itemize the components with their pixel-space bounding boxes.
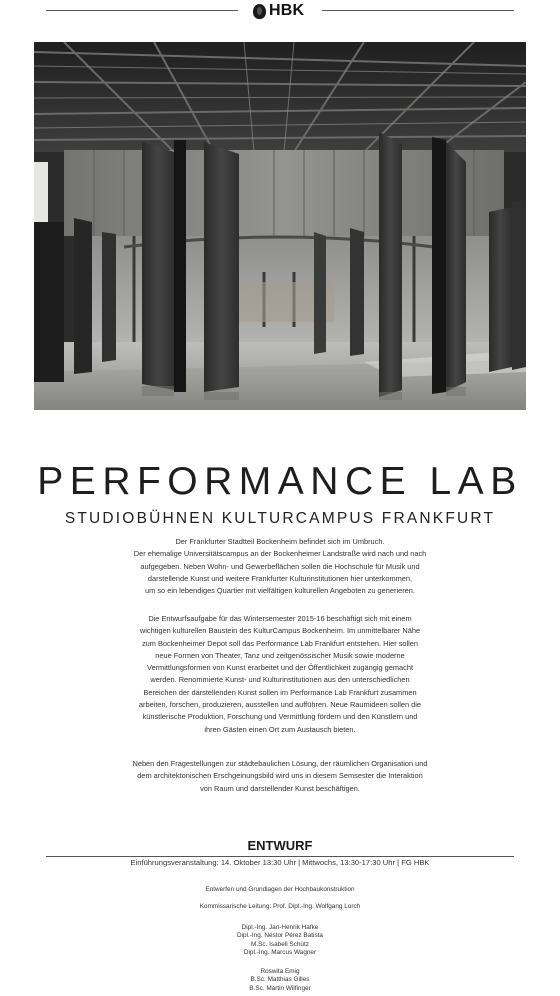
depot-hall-photo [34,42,526,410]
text-line: Bereichen der darstellenden Kunst sollen im Performance Lab Frankfurt zusammen [143,687,417,697]
text-line: neue Formen von Theater, Tanz und zeitgenössischer Musik sowie moderne [155,650,405,660]
text-line: zum Bockenheimer Depot soll das Performance Lab Frankfurt entstehen. Hier sollen [141,638,419,648]
text-line: Der ehemalige Universitätscampus an der Bockenheimer Landstraße wird nach und nach [133,549,427,559]
text-line: ihren Gästen einen Ort zum Austausch bieten. [204,724,356,734]
text-line: darstellende Kunst und weitere Frankfurter Kulturinstitutionen hier unterkommen, [147,573,413,583]
header-rule-left [46,10,238,11]
intro-paragraph [90,536,470,597]
page-title: PERFORMANCE LAB [37,460,523,503]
staff-name: Roswita Emig [260,968,300,975]
text-line: um so ein lebendiges Quartier mit vielfältigen kulturellen Angeboten zu generieren. [145,586,415,596]
entwurf-divider [46,856,514,857]
header-bar [0,0,560,22]
header-rule-right [322,10,514,11]
hbk-head-icon [253,4,266,19]
staff-list-assistants [0,968,560,993]
course-name: Entwerfen und Grundlagen der Hochbaukonstruktion [205,886,355,893]
hbk-logo [253,2,304,20]
task-paragraph [90,613,470,736]
staff-name: Dipl.-Ing. Néstor Pérez Batista [237,932,323,940]
text-line: Neben den Fragestellungen zur städtebaulichen Lösung, der räumlichen Organisation und [132,759,428,768]
course-lead: Kommissarische Leitung: Prof. Dipl.-Ing. Wolfgang Lorch [199,903,361,910]
logo-text: HBK [269,2,305,19]
schedule-line: Einführungsveranstaltung: 14. Oktober 13:30 Uhr | Mittwochs, 13:30-17:30 Uhr | FG HBK [130,858,430,867]
text-line: wichtigen kulturellen Baustein des KulturCampus Bockenheim. Im unmittelbarer Nähe [139,626,421,636]
text-line: künstlerische Produktion, Forschung und Vermittlung fördern und den Künstlern und [142,712,418,722]
text-line: arbeiten, forschen, produzieren, ausstellen und aufführen. Neue Raumideen sollen die [138,700,422,710]
text-line: werden. Renommierte Kunst- und Kulturinstitutionen aus den unterschiedlichen [150,675,410,685]
staff-name: Dipl.-Ing. Jan-Henrik Hafke [241,924,319,931]
staff-name: Dipl.-Ing. Marcus Wagner [243,948,317,956]
text-line: Die Entwurfsaufgabe für das Wintersemester 2015-16 beschäftigt sich mit einem [148,614,412,623]
text-line: von Raum und darstellender Kunst beschäftigen. [200,783,360,793]
text-line: Der Frankfurter Stadtteil Bockenheim befindet sich im Umbruch. [175,537,385,546]
staff-name: B.Sc. Matthias Gilles [250,976,310,984]
page-subtitle: STUDIOBÜHNEN KULTURCAMPUS FRANKFURT [64,510,496,527]
staff-name: B.Sc. Martin Wilfinger [249,984,311,992]
text-line: aufgegeben. Neben Wohn- und Gewerbeflächen sollen die Hochschule für Musik und [140,561,420,571]
text-line: Vermittlungsformen von Kunst erarbeitet und der Öffentlichkeit zugängig gemacht [146,663,414,673]
staff-name: M.Sc. Isabell Schütz [251,940,309,948]
staff-list-academic [0,924,560,957]
text-line: dem architektonischen Erschgeinungsbild wird uns in diesem Semsester die Interaktion [137,771,423,781]
focus-paragraph [90,758,470,795]
entwurf-heading: ENTWURF [247,838,313,853]
